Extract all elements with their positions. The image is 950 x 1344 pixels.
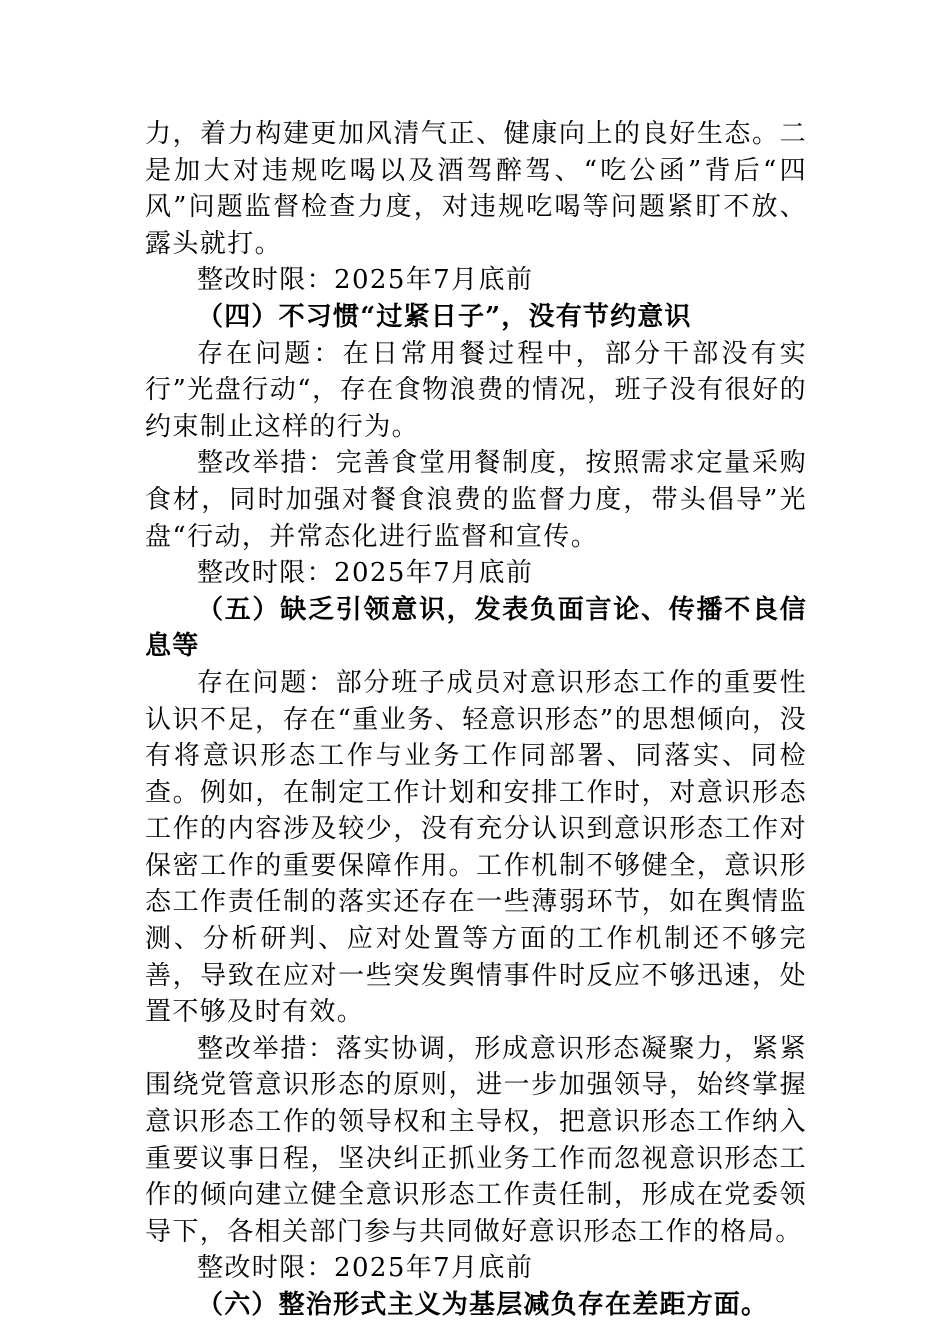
- measure-paragraph: 整改举措：完善食堂用餐制度，按照需求定量采购食材，同时加强对餐食浪费的监督力度，带头倡导”光盘“行动，并常态化进行监督和宣传。: [145, 448, 807, 552]
- deadline-paragraph: 整改时限：2025年7月底前: [197, 558, 534, 589]
- section-heading: （五）缺乏引领意识，发表负面言论、传播不良信息等: [145, 594, 807, 662]
- measure-paragraph: 整改举措：落实协调，形成意识形态凝聚力，紧紧围绕党管意识形态的原则，进一步加强领导，始终掌握意识形态工作的领导权和主导权，把意识形态工作纳入重要议事日程，坚决纠正抓业务工作而忽视意识形态工作的倾向建立健全意识形态工作责任制，形成在党委领导下，各相关部门参与共同做好意识形态工作的格局。: [145, 1033, 807, 1247]
- issue-paragraph: 存在问题：在日常用餐过程中，部分干部没有实行”光盘行动“，存在食物浪费的情况，班子没有很好的约束制止这样的行为。: [145, 338, 807, 442]
- issue-paragraph: 存在问题：部分班子成员对意识形态工作的重要性认识不足，存在“重业务、轻意识形态”的思想倾向，没有将意识形态工作与业务工作同部署、同落实、同检查。例如，在制定工作计划和安排工作时，对意识形态工作的内容涉及较少，没有充分认识到意识形态工作对保密工作的重要保障作用。工作机制不够健全，意识形态工作责任制的落实还存在一些薄弱环节，如在舆情监测、分析研判、应对处置等方面的工作机制还不够完善，导致在应对一些突发舆情事件时反应不够迅速，处置不够及时有效。: [145, 667, 807, 1028]
- section-heading: （四）不习惯“过紧日子”，没有节约意识: [197, 301, 692, 332]
- body-paragraph: 力，着力构建更加风清气正、健康向上的良好生态。二是加大对违规吃喝以及酒驾醉驾、“吃公函”背后“四风”问题监督检查力度，对违规吃喝等问题紧盯不放、露头就打。: [145, 119, 807, 259]
- document-page: [145, 116, 807, 1324]
- deadline-paragraph: 整改时限：2025年7月底前: [197, 265, 534, 296]
- deadline-paragraph: 整改时限：2025年7月底前: [197, 1253, 534, 1284]
- section-heading: （六）整治形式主义为基层减负存在差距方面。: [197, 1290, 769, 1320]
